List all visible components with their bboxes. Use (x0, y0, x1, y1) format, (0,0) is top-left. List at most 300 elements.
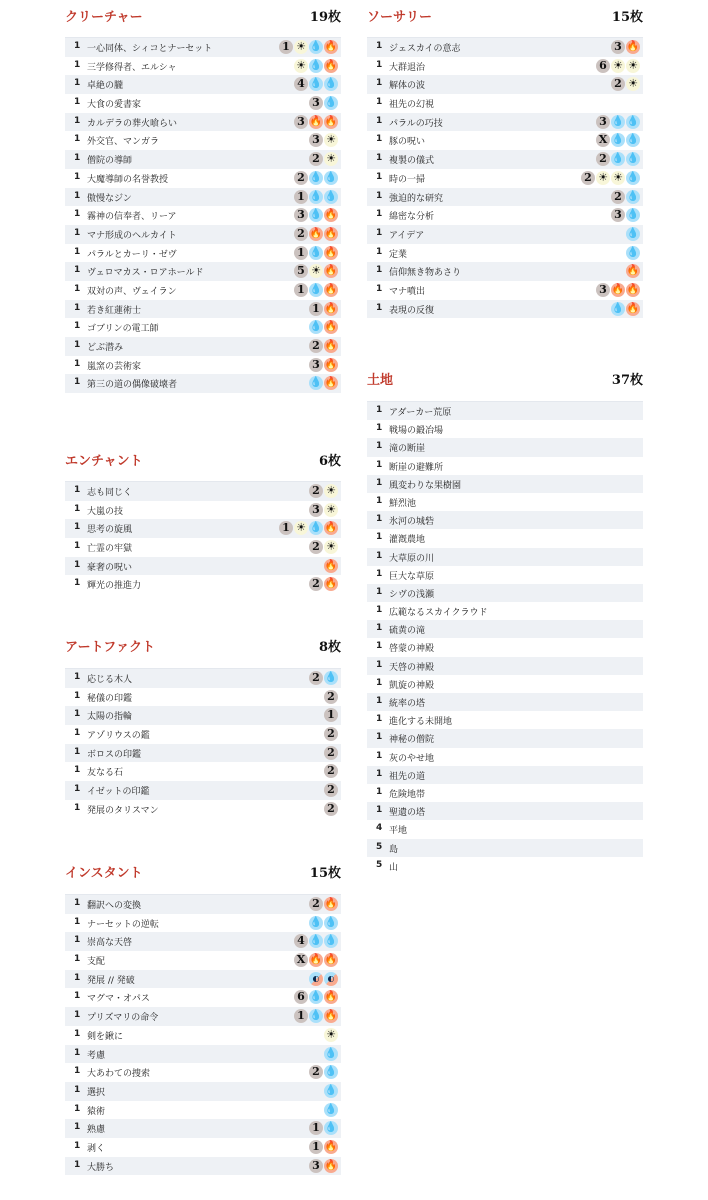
generic-mana-icon: 2 (309, 897, 323, 911)
card-name[interactable]: 卓絶の朧 (87, 81, 124, 92)
card-count: 19枚 (309, 10, 341, 25)
card-name[interactable]: 豪奢の呪い (87, 562, 133, 573)
card-name[interactable]: 啓蒙の神殿 (389, 644, 435, 655)
card-name[interactable]: 大群退治 (389, 62, 426, 73)
card-row[interactable] (65, 575, 341, 594)
card-row[interactable] (367, 262, 643, 281)
card-row[interactable] (65, 970, 341, 989)
card-name[interactable]: 広範なるスカイクラウド (389, 608, 488, 619)
mana-cost (324, 802, 338, 816)
card-name[interactable]: プリズマリの命令 (87, 1013, 159, 1024)
mana-cost (309, 302, 338, 316)
card-name[interactable]: 表現の反復 (389, 305, 435, 316)
card-name[interactable]: 翻訳への変換 (87, 901, 142, 911)
card-row[interactable] (65, 225, 341, 244)
card-name[interactable]: 滝の断崖 (389, 444, 426, 455)
generic-mana-icon: 2 (581, 171, 595, 185)
mana-cost (611, 302, 640, 316)
white-mana-icon: ☀ (626, 59, 640, 73)
blue-mana-icon: 💧 (626, 134, 640, 146)
red-mana-icon: 🔥 (324, 283, 338, 295)
card-row[interactable] (367, 511, 643, 529)
card-row[interactable] (367, 529, 643, 547)
card-row[interactable] (65, 744, 341, 763)
card-quantity: 1 (74, 765, 81, 776)
card-name[interactable]: 三学修得者、エルシャ (87, 62, 177, 73)
mana-cost (324, 764, 338, 778)
card-row[interactable] (65, 1007, 341, 1026)
card-row[interactable] (65, 781, 341, 800)
section-header (65, 860, 341, 884)
card-quantity: 1 (74, 340, 81, 350)
mana-cost (294, 953, 338, 967)
card-name[interactable]: 猿術 (87, 1106, 106, 1117)
card-row[interactable] (65, 988, 341, 1007)
card-name[interactable]: 島 (389, 844, 399, 855)
card-name[interactable]: パラルとカーリ・ゼヴ (87, 249, 177, 260)
card-name[interactable]: 考慮 (87, 1050, 106, 1061)
card-name[interactable]: シヴの浅瀬 (389, 589, 435, 600)
card-quantity: 1 (376, 441, 383, 452)
card-name[interactable]: 綿密な分析 (389, 212, 435, 223)
blue-mana-icon: 💧 (309, 916, 323, 928)
card-row[interactable] (367, 225, 643, 244)
card-row[interactable] (367, 711, 643, 729)
card-row[interactable] (65, 538, 341, 557)
card-quantity: 1 (74, 265, 81, 276)
card-row[interactable] (65, 113, 341, 132)
mana-cost (324, 727, 338, 741)
card-row[interactable] (367, 766, 643, 784)
card-list (65, 668, 341, 819)
card-name[interactable]: 亡霊の牢獄 (87, 544, 133, 555)
white-mana-icon: ☀ (324, 484, 338, 498)
card-name[interactable]: ナーセットの逆転 (87, 919, 159, 930)
card-name[interactable]: 熟慮 (87, 1125, 106, 1136)
card-quantity: 1 (74, 916, 81, 927)
red-mana-icon: 🔥 (309, 227, 323, 239)
generic-mana-icon: 1 (294, 246, 308, 260)
card-row[interactable] (367, 602, 643, 620)
card-name[interactable]: マグマ・オパス (87, 994, 150, 1005)
card-row[interactable] (65, 188, 341, 207)
card-quantity: 1 (74, 1028, 81, 1039)
card-row[interactable] (367, 638, 643, 656)
card-row[interactable] (367, 75, 643, 94)
card-quantity: 1 (74, 227, 81, 238)
card-name[interactable]: 輝光の推進力 (87, 581, 142, 592)
card-name[interactable]: 氷河の城砦 (389, 517, 435, 528)
mana-cost (324, 746, 338, 760)
card-row[interactable] (65, 800, 341, 819)
card-count: 15枚 (611, 10, 643, 25)
card-quantity: 1 (376, 514, 383, 525)
card-name[interactable]: アイデア (389, 230, 425, 241)
card-name[interactable]: 聖遺の塔 (389, 808, 426, 819)
card-name[interactable]: 複製の儀式 (389, 156, 435, 167)
card-name[interactable]: 強迫的な研究 (389, 193, 444, 204)
card-row[interactable] (65, 1138, 341, 1157)
card-list (65, 481, 341, 594)
red-mana-icon: 🔥 (324, 898, 338, 909)
card-row[interactable] (65, 262, 341, 281)
generic-mana-icon: 6 (596, 59, 610, 73)
generic-mana-icon: 2 (309, 1065, 323, 1079)
blue-mana-icon: 💧 (324, 916, 338, 928)
mana-cost (294, 77, 338, 91)
red-mana-icon: 🔥 (324, 41, 338, 52)
card-name[interactable]: 選択 (87, 1087, 106, 1098)
card-row[interactable] (65, 57, 341, 76)
card-row[interactable] (367, 693, 643, 711)
blue-mana-icon: 💧 (626, 115, 640, 127)
card-quantity: 1 (376, 97, 383, 108)
mana-cost (309, 1121, 338, 1135)
card-row[interactable] (65, 75, 341, 94)
card-name[interactable]: 一心同体、シィコとナーセット (87, 44, 213, 54)
card-name[interactable]: 発展 // 発破 (87, 975, 135, 986)
card-count: 8枚 (318, 640, 341, 655)
card-row[interactable] (367, 206, 643, 225)
section-lands (367, 367, 643, 873)
card-name[interactable]: 凱旋の神殿 (389, 680, 435, 691)
white-mana-icon: ☀ (626, 77, 640, 91)
card-name[interactable]: 傲慢なジン (87, 193, 132, 204)
card-quantity: 1 (74, 690, 81, 701)
card-row[interactable] (367, 566, 643, 584)
blue-mana-icon: 💧 (611, 134, 625, 146)
card-row[interactable] (65, 706, 341, 725)
section-header (65, 448, 341, 472)
generic-mana-icon: 3 (596, 283, 610, 297)
card-name[interactable]: 思考の旋風 (87, 525, 133, 536)
card-row[interactable] (65, 300, 341, 319)
card-row[interactable] (367, 438, 643, 456)
generic-mana-icon: 2 (309, 540, 323, 554)
card-row[interactable] (367, 38, 643, 57)
card-row[interactable] (65, 725, 341, 744)
card-row[interactable] (65, 557, 341, 576)
section-header (65, 634, 341, 658)
card-row[interactable] (65, 206, 341, 225)
card-name[interactable]: 支配 (87, 957, 106, 968)
blue-mana-icon: 💧 (309, 522, 323, 534)
card-name[interactable]: 危険地帯 (389, 789, 426, 800)
card-row[interactable] (65, 669, 341, 688)
card-row[interactable] (367, 402, 643, 420)
card-row[interactable] (367, 420, 643, 438)
card-quantity: 1 (74, 134, 81, 145)
mana-cost (324, 783, 338, 797)
blue-mana-icon: 💧 (324, 190, 338, 202)
white-mana-icon: ☀ (324, 152, 338, 166)
white-mana-icon: ☀ (596, 171, 610, 185)
card-row[interactable] (65, 914, 341, 933)
card-name[interactable]: 秘儀の印鑑 (87, 693, 133, 704)
card-name[interactable]: 太陽の指輪 (87, 712, 133, 723)
red-mana-icon: 🔥 (309, 954, 323, 966)
card-name[interactable]: 嵐窯の芸術家 (87, 361, 142, 372)
card-name[interactable]: 発展のタリスマン (87, 805, 159, 816)
blue-mana-icon: 💧 (324, 1084, 338, 1096)
blue-mana-icon: 💧 (309, 321, 323, 333)
generic-mana-icon: 5 (294, 264, 308, 278)
card-name[interactable]: 鮮烈池 (389, 498, 417, 509)
card-list (65, 894, 341, 1175)
card-row[interactable] (65, 38, 341, 57)
mana-cost (294, 283, 338, 297)
red-mana-icon: 🔥 (324, 265, 338, 277)
card-quantity: 1 (376, 532, 383, 543)
card-name[interactable]: 神秘の僧院 (389, 735, 435, 746)
card-name[interactable]: 大嵐の技 (87, 506, 124, 517)
card-name[interactable]: 定業 (389, 249, 408, 260)
card-row[interactable] (65, 1045, 341, 1064)
card-row[interactable] (65, 374, 341, 393)
card-quantity: 1 (74, 209, 81, 220)
card-quantity: 1 (376, 586, 383, 597)
card-name[interactable]: 灌漑農地 (389, 535, 426, 546)
card-quantity: 1 (74, 97, 81, 108)
generic-mana-icon: 6 (294, 990, 308, 1004)
card-name[interactable]: どぶ潜み (87, 343, 124, 353)
card-name[interactable]: 進化する未開地 (389, 717, 453, 728)
card-name[interactable]: 統率の塔 (389, 699, 426, 709)
card-name[interactable]: 大勝ち (87, 1162, 115, 1173)
card-name[interactable]: 解体の波 (389, 81, 426, 92)
generic-mana-icon: 2 (294, 227, 308, 241)
card-row[interactable] (367, 820, 643, 838)
card-name[interactable]: ヴェロマカス・ロアホールド (87, 268, 204, 279)
card-name[interactable]: 大草原の川 (389, 553, 435, 564)
card-name[interactable]: 信仰無き物あさり (389, 268, 462, 279)
card-name[interactable]: パラルの巧技 (389, 118, 443, 129)
card-row[interactable] (367, 784, 643, 802)
card-name[interactable]: 崇高な天啓 (87, 938, 133, 949)
card-row[interactable] (65, 356, 341, 375)
card-row[interactable] (367, 113, 643, 132)
mana-cost (294, 115, 338, 129)
section-title: インスタント (65, 866, 143, 881)
card-row[interactable] (367, 657, 643, 675)
mana-cost (309, 484, 338, 498)
mana-cost (309, 96, 338, 110)
card-quantity: 1 (74, 1103, 81, 1114)
card-name[interactable]: 山 (389, 862, 399, 873)
card-name[interactable]: 応じる木人 (87, 675, 133, 685)
card-quantity: 1 (376, 623, 383, 634)
section-enchantments (65, 448, 341, 592)
card-row[interactable] (65, 1119, 341, 1138)
card-name[interactable]: 平地 (389, 826, 408, 837)
card-row[interactable] (65, 895, 341, 914)
card-name[interactable]: ゴブリンの電工師 (87, 324, 159, 335)
card-row[interactable] (367, 169, 643, 188)
mana-cost (611, 40, 640, 54)
card-quantity: 1 (74, 115, 81, 126)
card-row[interactable] (65, 281, 341, 300)
card-row[interactable] (65, 951, 341, 970)
card-row[interactable] (65, 1101, 341, 1120)
card-quantity: 1 (376, 423, 383, 434)
card-name[interactable]: 大あわての捜索 (87, 1069, 151, 1080)
card-row[interactable] (65, 169, 341, 188)
blue-mana-icon: 💧 (626, 227, 640, 239)
card-name[interactable]: 第三の道の偶像破壊者 (87, 380, 178, 391)
card-row[interactable] (367, 493, 643, 511)
generic-mana-icon: 3 (309, 96, 323, 110)
card-name[interactable]: アゾリウスの鑑 (87, 731, 150, 742)
card-name[interactable]: 巨大な草原 (389, 571, 435, 582)
generic-mana-icon: 3 (294, 115, 308, 129)
card-row[interactable] (65, 932, 341, 951)
card-row[interactable] (65, 1157, 341, 1176)
white-mana-icon: ☀ (324, 540, 338, 554)
card-name[interactable]: 天啓の神殿 (389, 662, 435, 673)
white-mana-icon: ☀ (294, 40, 308, 54)
red-mana-icon: 🔥 (324, 377, 338, 389)
mana-cost (596, 152, 640, 166)
red-mana-icon: 🔥 (324, 209, 338, 221)
card-quantity: 1 (74, 898, 81, 908)
card-row[interactable] (65, 1026, 341, 1045)
generic-mana-icon: 3 (309, 1159, 323, 1173)
card-name[interactable]: 硫黄の滝 (389, 626, 426, 637)
card-row[interactable] (65, 337, 341, 356)
generic-mana-icon: 2 (309, 577, 323, 591)
card-name[interactable]: 大魔導師の名誉教授 (87, 174, 169, 185)
card-name[interactable]: 時の一掃 (389, 174, 426, 185)
white-mana-icon: ☀ (294, 521, 308, 535)
card-row[interactable] (65, 762, 341, 781)
card-quantity: 1 (74, 1084, 81, 1095)
card-name[interactable]: 灰のやせ地 (389, 753, 435, 764)
mana-cost (309, 503, 338, 517)
card-quantity: 1 (74, 358, 81, 369)
card-quantity: 1 (376, 283, 383, 294)
mana-cost (324, 1028, 338, 1042)
card-quantity: 1 (74, 78, 81, 89)
card-name[interactable]: 豚の呪い (389, 137, 426, 148)
card-row[interactable] (367, 244, 643, 263)
blue-mana-icon: 💧 (309, 377, 323, 389)
card-row[interactable] (367, 620, 643, 638)
card-name[interactable]: マナ形成のヘルカイト (87, 230, 177, 241)
card-name[interactable]: 僧院の導師 (87, 156, 133, 167)
card-name[interactable]: 断崖の避難所 (389, 462, 444, 473)
card-quantity: 1 (376, 605, 383, 616)
card-row[interactable] (65, 482, 341, 501)
card-row[interactable] (65, 688, 341, 707)
card-row[interactable] (367, 131, 643, 150)
generic-mana-icon: 1 (279, 40, 293, 54)
card-row[interactable] (367, 150, 643, 169)
card-name[interactable]: 大食の愛書家 (87, 100, 142, 111)
generic-mana-icon: 2 (324, 764, 338, 778)
blue-mana-icon: 💧 (309, 991, 323, 1003)
white-mana-icon: ☀ (324, 133, 338, 147)
card-quantity: 1 (74, 321, 81, 332)
card-row[interactable] (65, 1082, 341, 1101)
card-row[interactable] (65, 131, 341, 150)
card-row[interactable] (65, 94, 341, 113)
mana-cost (294, 934, 338, 948)
card-row[interactable] (367, 475, 643, 493)
generic-mana-icon: 1 (309, 302, 323, 316)
card-name[interactable]: イゼットの印鑑 (87, 787, 150, 798)
card-row[interactable] (367, 584, 643, 602)
card-row[interactable] (367, 300, 643, 319)
card-row[interactable] (367, 548, 643, 566)
mana-cost (626, 227, 640, 241)
generic-mana-icon: 3 (309, 503, 323, 517)
card-name[interactable]: 霧神の信奉者、リーア (87, 212, 177, 223)
card-name[interactable]: ボロスの印鑑 (87, 749, 142, 760)
card-name[interactable]: 志も同じく (87, 488, 133, 498)
generic-mana-icon: 2 (324, 727, 338, 741)
blue-mana-icon: 💧 (611, 153, 625, 165)
card-row[interactable] (65, 519, 341, 538)
card-name[interactable]: 若き紅蓮術士 (87, 305, 142, 316)
card-name[interactable]: 祖先の幻視 (389, 100, 435, 111)
card-name[interactable]: 風変わりな果樹園 (389, 480, 462, 491)
mana-cost (294, 171, 338, 185)
card-quantity: 1 (74, 1047, 81, 1058)
card-row[interactable] (367, 94, 643, 113)
card-row[interactable] (65, 1063, 341, 1082)
card-name[interactable]: マナ噴出 (389, 286, 426, 297)
card-name[interactable]: 剥く (87, 1143, 106, 1154)
card-name[interactable]: 双対の声、ヴェイラン (87, 286, 177, 297)
card-row[interactable] (367, 857, 643, 875)
card-name[interactable]: カルデラの葬火喰らい (87, 118, 178, 129)
red-mana-icon: 🔥 (324, 954, 338, 966)
card-name[interactable]: アダーカー荒原 (389, 408, 452, 418)
card-row[interactable] (65, 318, 341, 337)
section-header (65, 4, 341, 28)
card-name[interactable]: 戦場の鍛冶場 (389, 426, 444, 437)
card-row[interactable] (367, 57, 643, 76)
card-row[interactable] (367, 729, 643, 747)
hybrid-blue-red-mana-icon: ◐ (324, 972, 338, 986)
card-row[interactable] (65, 150, 341, 169)
card-row[interactable] (367, 188, 643, 207)
card-name[interactable]: 祖先の道 (389, 771, 426, 782)
red-mana-icon: 🔥 (324, 227, 338, 239)
mana-cost (294, 264, 338, 278)
card-row[interactable] (65, 244, 341, 263)
card-name[interactable]: ジェスカイの意志 (389, 44, 461, 54)
card-quantity: 1 (74, 246, 81, 257)
card-row[interactable] (367, 748, 643, 766)
card-name[interactable]: 友なる石 (87, 768, 124, 779)
card-row[interactable] (367, 839, 643, 857)
card-row[interactable] (367, 281, 643, 300)
mana-cost (324, 1103, 338, 1117)
card-quantity: 1 (376, 246, 383, 257)
card-quantity: 1 (376, 750, 383, 761)
card-name[interactable]: 外交官、マンガラ (87, 137, 160, 148)
generic-mana-icon: 1 (294, 283, 308, 297)
red-mana-icon: 🔥 (324, 559, 338, 571)
card-row[interactable] (367, 457, 643, 475)
card-name[interactable]: 剣を鍬に (87, 1031, 124, 1042)
generic-mana-icon: 1 (279, 521, 293, 535)
card-row[interactable] (367, 802, 643, 820)
card-row[interactable] (65, 501, 341, 520)
white-mana-icon: ☀ (611, 171, 625, 185)
card-row[interactable] (367, 675, 643, 693)
